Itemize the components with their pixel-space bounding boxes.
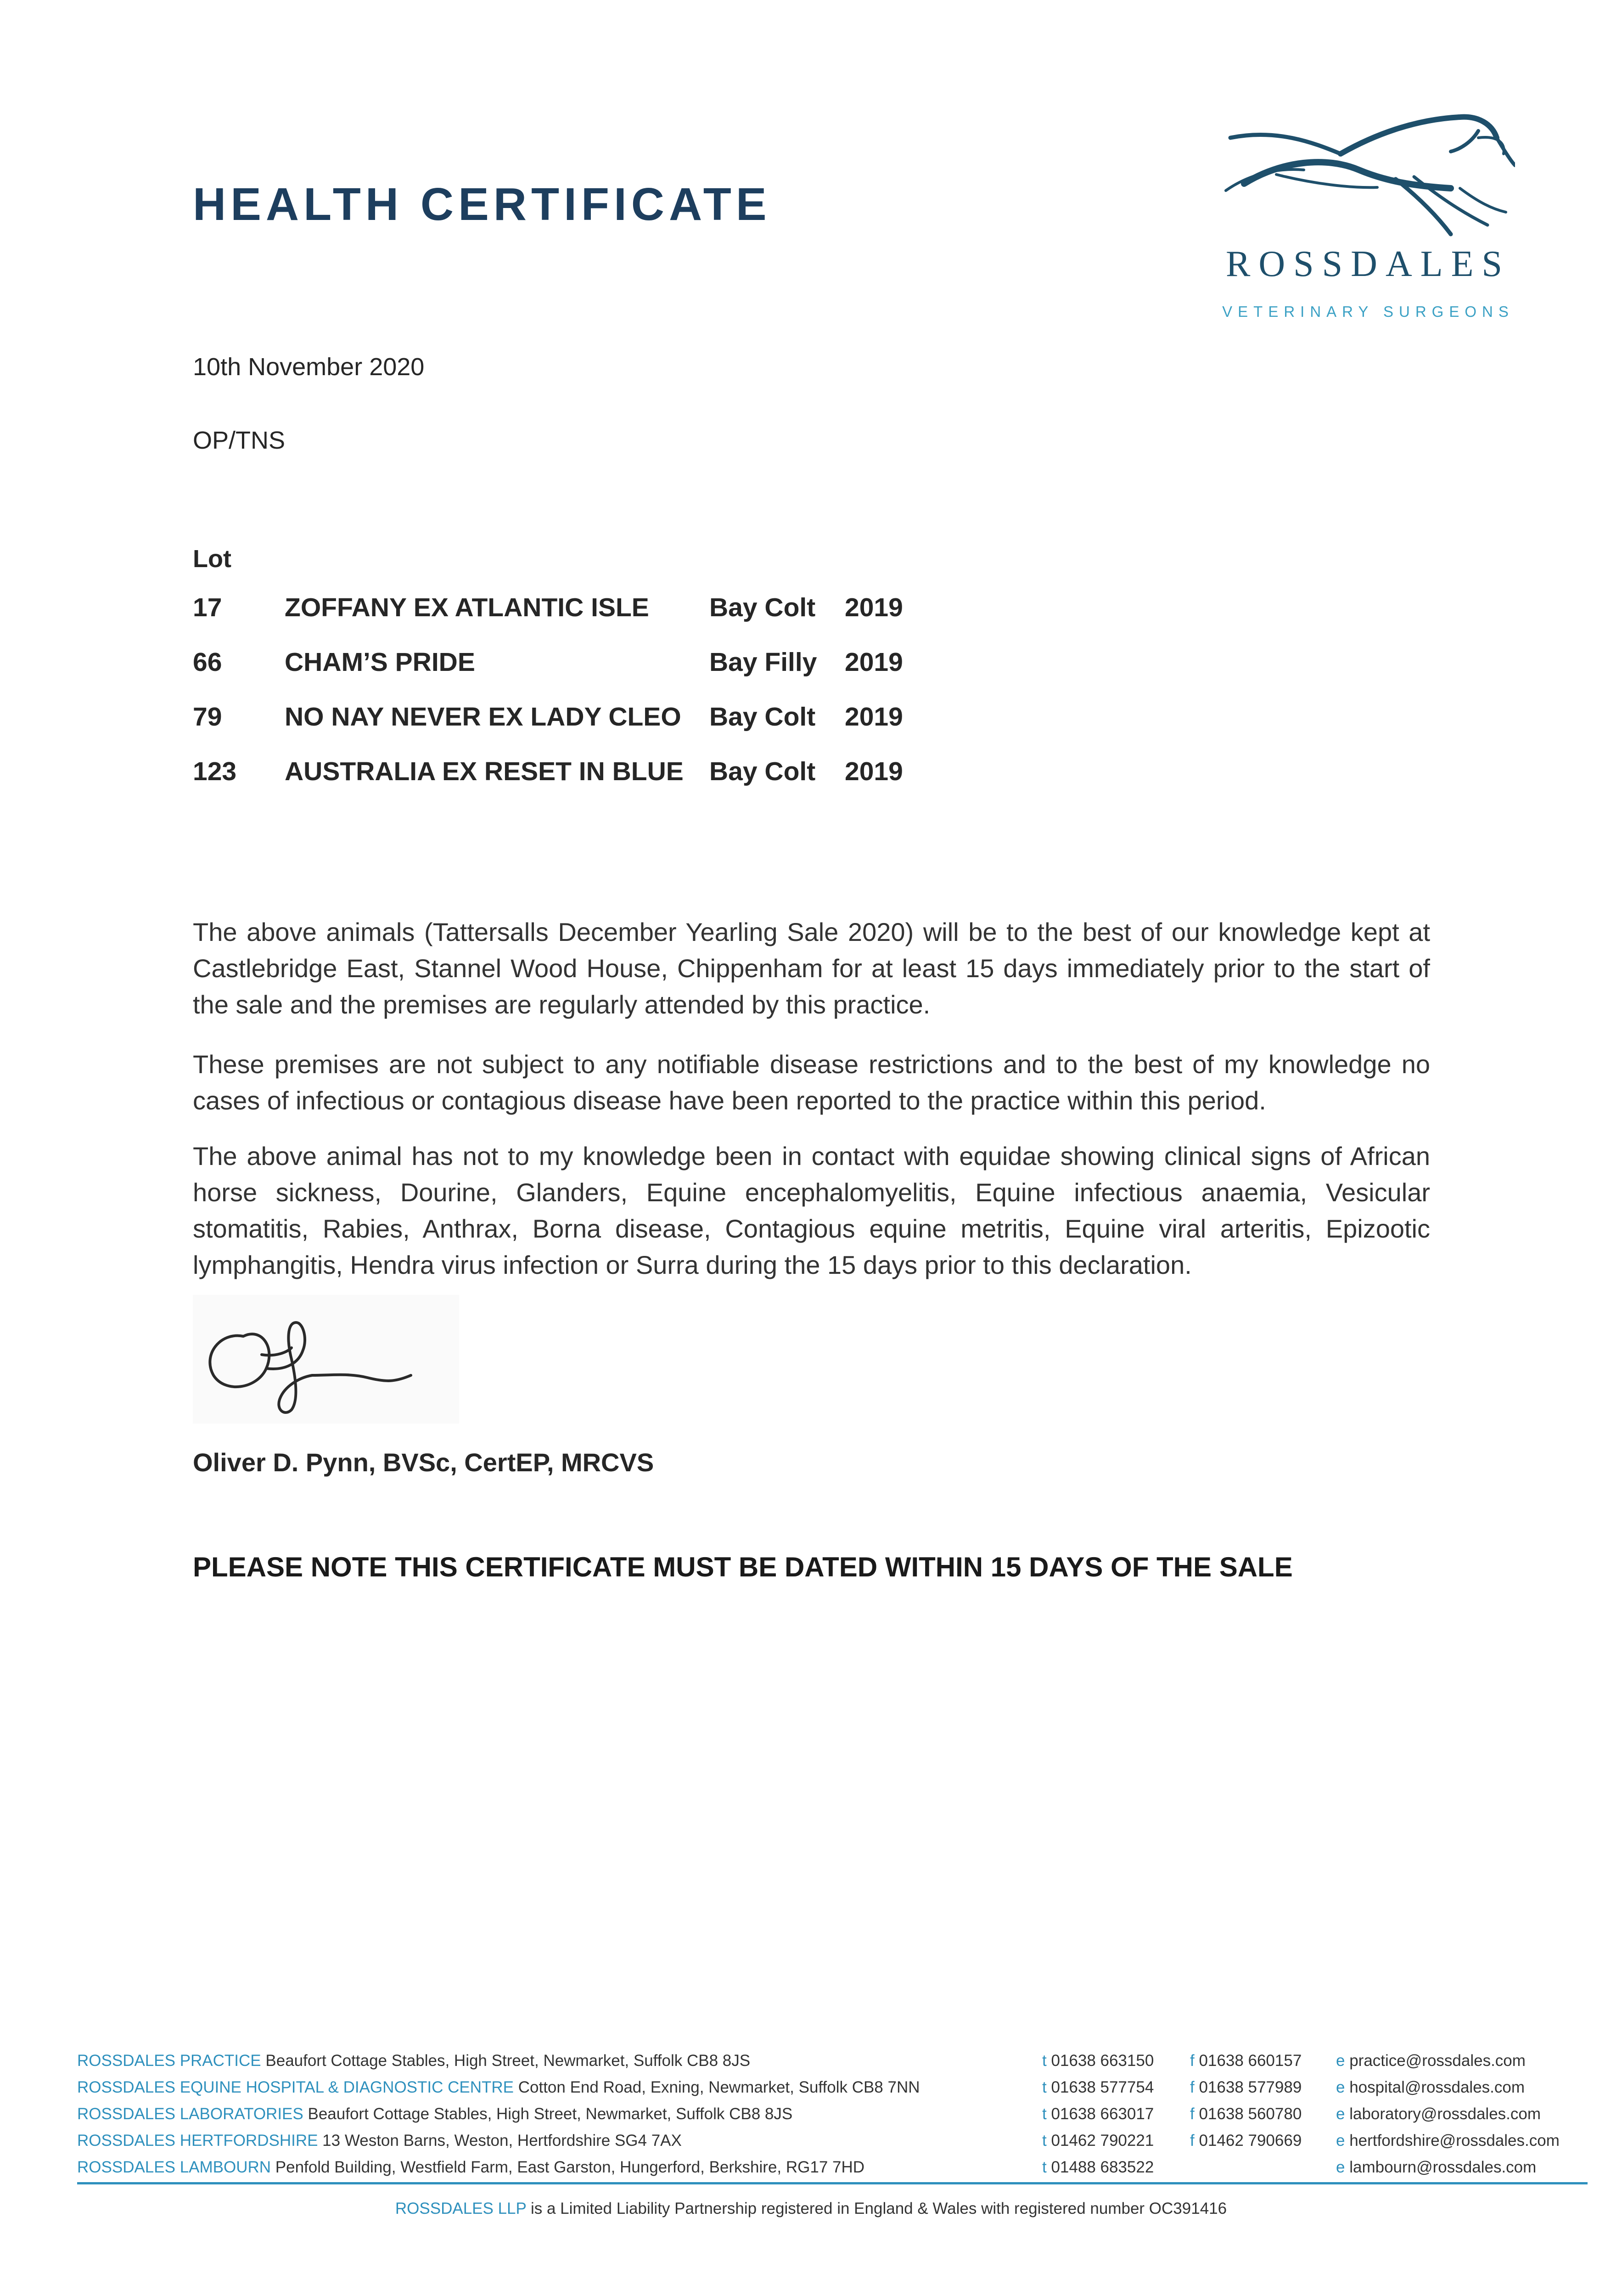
office-name: ROSSDALES PRACTICE <box>77 2052 261 2070</box>
horse-name: ZOFFANY EX ATLANTIC ISLE <box>285 593 649 622</box>
office-fax: 01638 560780 <box>1199 2105 1302 2123</box>
horse-description: Bay Colt <box>709 757 816 786</box>
office-telephone: 01488 683522 <box>1051 2158 1154 2176</box>
office-email: laboratory@rossdales.com <box>1349 2105 1541 2123</box>
office-name: ROSSDALES LAMBOURN <box>77 2158 271 2176</box>
footer-office-row: ROSSDALES LAMBOURN Penfold Building, Westfield Farm, East Garston, Hungerford, Berkshire, RG17 7HD t 01488 683522 e lambourn@rossdales.com <box>77 2158 1537 2176</box>
office-address: Cotton End Road, Exning, Newmarket, Suffolk CB8 7NN <box>514 2078 920 2096</box>
llp-name: ROSSDALES LLP <box>395 2200 527 2217</box>
table-row <box>193 702 973 756</box>
foaling-year: 2019 <box>845 647 903 677</box>
office-telephone: 01638 663017 <box>1051 2105 1154 2123</box>
horse-name: NO NAY NEVER EX LADY CLEO <box>285 702 681 732</box>
lot-column-header: Lot <box>193 545 231 573</box>
horse-description: Bay Colt <box>709 702 816 732</box>
horse-description: Bay Filly <box>709 647 817 677</box>
office-fax: 01462 790669 <box>1199 2132 1302 2150</box>
brand-name: ROSSDALES <box>1226 244 1510 284</box>
certificate-date: 10th November 2020 <box>193 353 425 381</box>
horse-name: AUSTRALIA EX RESET IN BLUE <box>285 757 684 786</box>
office-name: ROSSDALES LABORATORIES <box>77 2105 303 2123</box>
office-fax: 01638 577989 <box>1199 2078 1302 2096</box>
paragraph-declaration: The above animal has not to my knowledge been in contact with equidae showing clinical signs of African horse sickness, Dourine, Glanders, Equine encephalomyelitis, Equine infectious anaemia, Vesicular stomatitis, Rabies, Anthrax, Borna disease, Contagious equine metritis, Equine viral arteritis, Epizootic lymphangitis, Hendra virus infection or Surra during the 15 days prior to this declaration. <box>193 1142 1430 1279</box>
office-email: hospital@rossdales.com <box>1349 2078 1525 2096</box>
paragraph-premises: The above animals (Tattersalls December Yearling Sale 2020) will be to the best of our knowledge kept at Castlebridge East, Stannel Wood House, Chippenham for at least 15 days immediately prior to the start of the sale and the premises are regularly attended by this practice. <box>193 917 1430 1019</box>
office-email: practice@rossdales.com <box>1349 2052 1526 2070</box>
llp-text: is a Limited Liability Partnership registered in England & Wales with registered number OC391416 <box>526 2200 1227 2217</box>
reference-code: OP/TNS <box>193 427 286 454</box>
brand-subtitle: VETERINARY SURGEONS <box>1222 303 1514 320</box>
signature-icon <box>193 1295 459 1424</box>
lot-number: 123 <box>193 757 237 786</box>
document-title: HEALTH CERTIFICATE <box>193 179 771 230</box>
office-fax: 01638 660157 <box>1199 2052 1302 2070</box>
horse-description: Bay Colt <box>709 593 816 622</box>
office-address: Penfold Building, Westfield Farm, East Garston, Hungerford, Berkshire, RG17 7HD <box>271 2158 865 2176</box>
paragraph-restrictions: These premises are not subject to any notifiable disease restrictions and to the best of my knowledge no cases of infectious or contagious disease have been reported to the practice within this period. <box>193 1050 1430 1115</box>
table-row <box>193 592 973 647</box>
table-row <box>193 756 973 811</box>
lot-number: 17 <box>193 593 222 622</box>
foaling-year: 2019 <box>845 593 903 622</box>
sale-date-notice: PLEASE NOTE THIS CERTIFICATE MUST BE DATED WITHIN 15 DAYS OF THE SALE <box>193 1552 1293 1582</box>
footer-divider <box>77 2182 1588 2184</box>
footer-office-row: ROSSDALES LABORATORIES Beaufort Cottage Stables, High Street, Newmarket, Suffolk CB8 8JS t 01638 663017 f 01638 560780 e laboratory@rossdales.com <box>77 2105 1541 2123</box>
footer-office-row: ROSSDALES HERTFORDSHIRE 13 Weston Barns, Weston, Hertfordshire SG4 7AX t 01462 790221 f 01462 790669 e hertfordshire@rossdales.com <box>77 2132 1560 2150</box>
horse-name: CHAM’S PRIDE <box>285 647 475 677</box>
lot-number: 66 <box>193 647 222 677</box>
office-email: hertfordshire@rossdales.com <box>1349 2132 1560 2150</box>
office-name: ROSSDALES EQUINE HOSPITAL & DIAGNOSTIC CENTRE <box>77 2078 514 2096</box>
office-address: 13 Weston Barns, Weston, Hertfordshire SG4 7AX <box>318 2132 682 2150</box>
office-telephone: 01638 663150 <box>1051 2052 1154 2070</box>
foaling-year: 2019 <box>845 757 903 786</box>
signer-name: Oliver D. Pynn, BVSc, CertEP, MRCVS <box>193 1448 654 1477</box>
office-telephone: 01462 790221 <box>1051 2132 1154 2150</box>
lot-number: 79 <box>193 702 222 732</box>
office-address: Beaufort Cottage Stables, High Street, Newmarket, Suffolk CB8 8JS <box>261 2052 751 2070</box>
office-email: lambourn@rossdales.com <box>1349 2158 1537 2176</box>
office-telephone: 01638 577754 <box>1051 2078 1154 2096</box>
footer-office-row: ROSSDALES EQUINE HOSPITAL & DIAGNOSTIC CENTRE Cotton End Road, Exning, Newmarket, Suffolk CB8 7NN t 01638 577754 f 01638 577989 e hospital@rossdales.com <box>77 2078 1525 2096</box>
foaling-year: 2019 <box>845 702 903 732</box>
rossdales-logo <box>1212 110 1524 331</box>
footer-office-row: ROSSDALES PRACTICE Beaufort Cottage Stables, High Street, Newmarket, Suffolk CB8 8JS t 01638 663150 f 01638 660157 e practice@rossdales.com <box>77 2052 1526 2070</box>
signature <box>193 1295 459 1424</box>
office-address: Beaufort Cottage Stables, High Street, Newmarket, Suffolk CB8 8JS <box>303 2105 793 2123</box>
llp-registration <box>0 2200 1622 2218</box>
table-row <box>193 647 973 702</box>
office-name: ROSSDALES HERTFORDSHIRE <box>77 2132 318 2150</box>
horse-logo-icon <box>1221 110 1515 239</box>
lots-table <box>193 592 973 811</box>
